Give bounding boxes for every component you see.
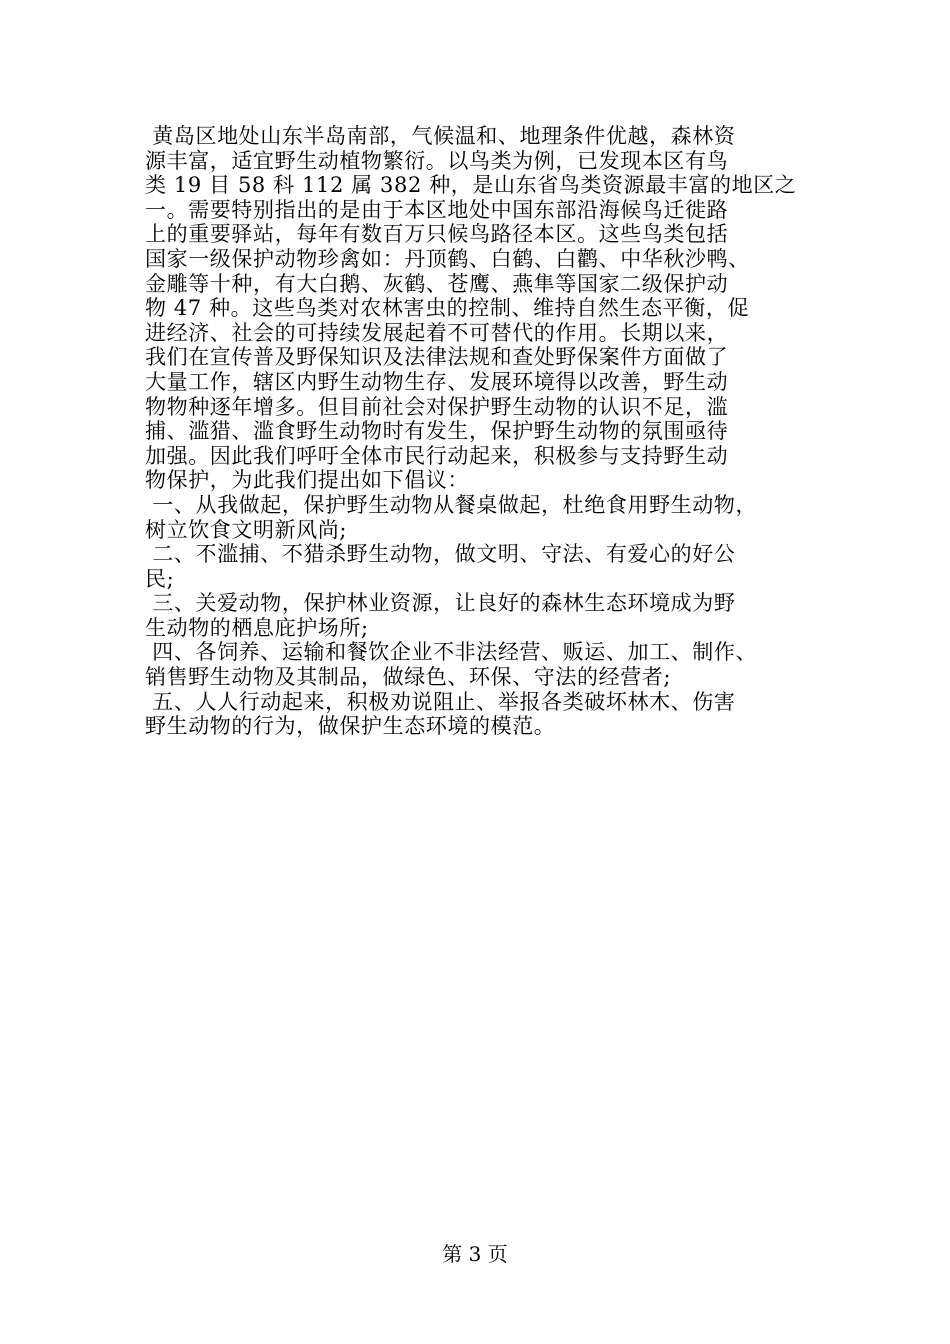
- proposal-item-1-cont: 树立饮食文明新风尚;: [145, 517, 348, 542]
- proposal-item-4: 四、各饲养、运输和餐饮企业不非法经营、贩运、加工、制作、: [145, 640, 758, 665]
- proposal-item-4-cont: 销售野生动物及其制品，做绿色、环保、守法的经营者;: [145, 665, 672, 690]
- text-line: 上的重要驿站，每年有数百万只候鸟路径本区。这些鸟类包括: [145, 222, 729, 247]
- text-line: 黄岛区地处山东半岛南部，气候温和、地理条件优越，森林资: [145, 124, 736, 148]
- proposal-item-5: 五、人人行动起来，积极劝说阻止、举报各类破坏林木、伤害: [145, 689, 736, 714]
- text-line: 捕、滥猎、滥食野生动物时有发生，保护野生动物的氛围亟待: [145, 419, 729, 444]
- text-line: 一。需要特别指出的是由于本区地处中国东部沿海候鸟迁徙路: [145, 197, 729, 222]
- text-line: 金雕等十种，有大白鹅、灰鹤、苍鹰、燕隼等国家二级保护动: [145, 271, 729, 296]
- proposal-item-3: 三、关爱动物，保护林业资源，让良好的森林生态环境成为野: [145, 591, 736, 616]
- proposal-item-1: 一、从我做起，保护野生动物从餐桌做起，杜绝食用野生动物，: [145, 492, 758, 517]
- text-line: 进经济、社会的可持续发展起着不可替代的作用。长期以来，: [145, 320, 729, 345]
- proposal-item-2: 二、不滥捕、不猎杀野生动物，做文明、守法、有爱心的好公: [145, 542, 736, 567]
- text-line: 加强。因此我们呼吁全体市民行动起来，积极参与支持野生动: [145, 443, 729, 468]
- text-line: 源丰富，适宜野生动植物繁衍。以鸟类为例，已发现本区有鸟: [145, 148, 729, 173]
- proposal-item-2-cont: 民;: [145, 566, 175, 591]
- text-line: 物物种逐年增多。但目前社会对保护野生动物的认识不足，滥: [145, 394, 729, 419]
- text-line: 我们在宣传普及野保知识及法律法规和查处野保案件方面做了: [145, 345, 729, 370]
- page-number: 第 3 页: [442, 1242, 508, 1266]
- text-line: 大量工作，辖区内野生动物生存、发展环境得以改善，野生动: [145, 369, 729, 394]
- text-line: 物保护，为此我们提出如下倡议：: [145, 468, 469, 493]
- proposal-item-5-cont: 野生动物的行为，做保护生态环境的模范。: [145, 714, 556, 739]
- text-line: 国家一级保护动物珍禽如：丹顶鹤、白鹤、白鹳、中华秋沙鸭、: [145, 246, 750, 271]
- document-body: [145, 124, 809, 739]
- text-line: 物 47 种。这些鸟类对农林害虫的控制、维持自然生态平衡，促: [145, 296, 750, 321]
- text-line: 类 19 目 58 科 112 属 382 种，是山东省鸟类资源最丰富的地区之: [145, 173, 797, 198]
- proposal-item-3-cont: 生动物的栖息庇护场所;: [145, 615, 369, 640]
